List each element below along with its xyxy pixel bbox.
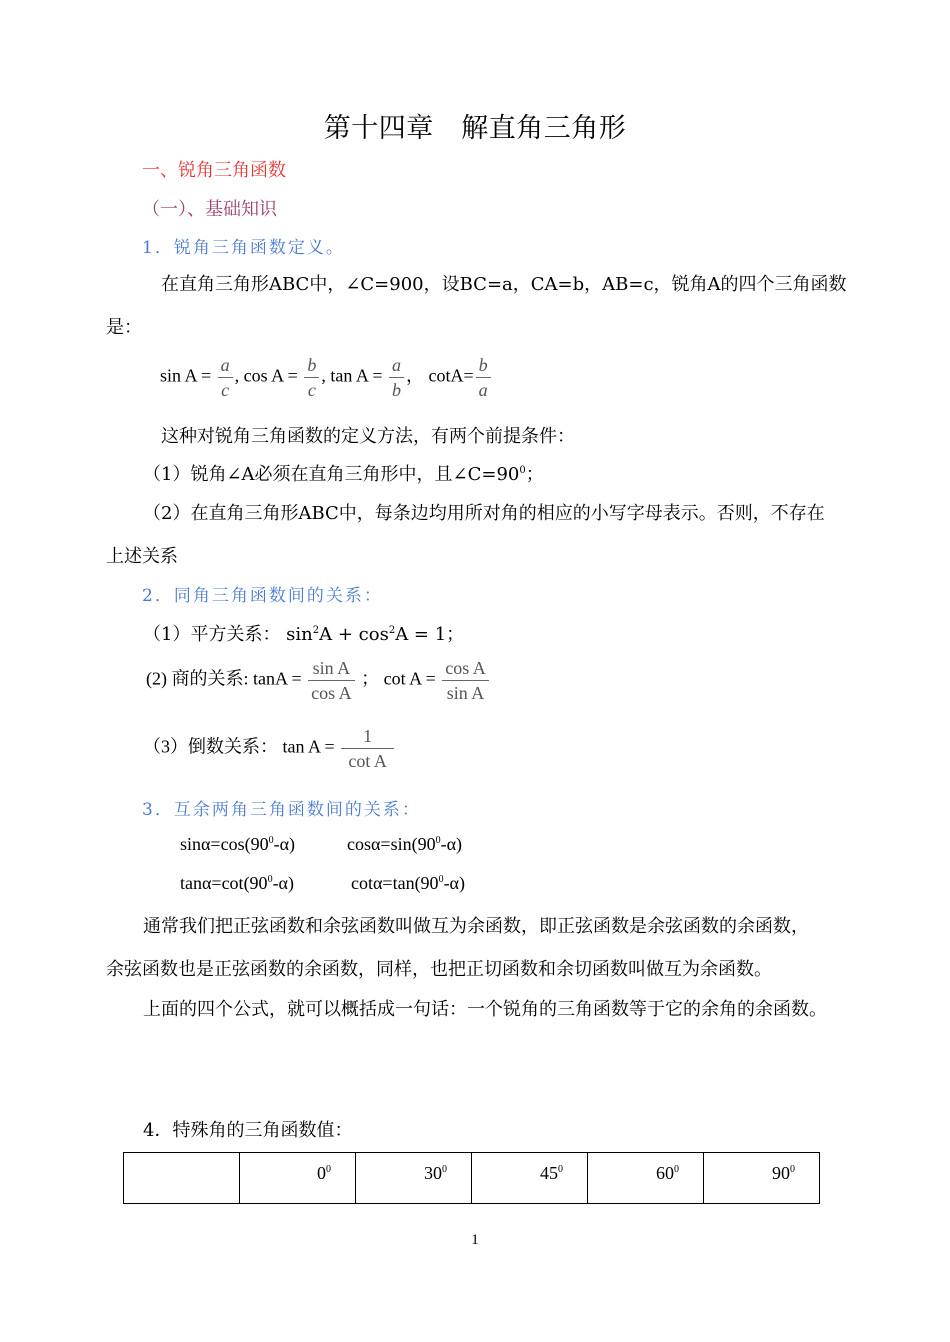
table-cell (704, 1153, 820, 1204)
quotient-separator: ； cot A = (361, 668, 436, 689)
page-number: 1 (471, 1232, 479, 1248)
cot-quotient-denominator: sin A (446, 683, 485, 703)
tan-quotient-numerator: sin A (308, 656, 355, 681)
quotient-label: (2) 商的关系: tanA = (146, 668, 302, 689)
cell-sup: 0 (558, 1164, 563, 1175)
cot-fraction (476, 353, 491, 402)
definition-paragraph-line2: 是： (106, 317, 142, 338)
cofunction-tan-sup: 0 (267, 874, 273, 885)
condition-1-text: （1）锐角∠A必须在直角三角形中，且∠C=90 (143, 464, 520, 485)
reciprocal-fraction (341, 724, 394, 773)
reciprocal-relation (143, 724, 396, 773)
square-sup-2: 2 (388, 625, 396, 636)
cot-denominator: a (478, 380, 488, 400)
condition-2-line1: （2）在直角三角形ABC中，每条边均用所对角的相应的小写字母表示。否则，不存在 (143, 503, 825, 524)
definition-paragraph-line1: 在直角三角形ABC中，∠C=900，设BC=a，CA=b，AB=c，锐角A的四个三角函数 (161, 274, 847, 295)
table-cell (240, 1153, 356, 1204)
table-cell (356, 1153, 472, 1204)
cofunction-paragraph-line2: 余弦函数也是正弦函数的余函数，同样，也把正切函数和余切函数叫做互为余函数。 (106, 959, 772, 980)
square-relation (143, 620, 464, 646)
sin-denominator: c (221, 380, 230, 400)
item-heading-4: 4．特殊角的三角函数值： (143, 1120, 353, 1141)
cofunction-cos-text: cosα=sin(90 (347, 834, 436, 854)
condition-1-sup: 0 (519, 465, 526, 476)
cell-text: 60 (656, 1163, 674, 1183)
sin-fraction (218, 353, 233, 402)
cos-label: , cos A = (234, 365, 298, 386)
cos-numerator: b (304, 353, 319, 378)
cos-fraction (304, 353, 319, 402)
cell-sup: 0 (326, 1164, 331, 1175)
condition-2-line2: 上述关系 (106, 546, 178, 567)
square-mid: A + cos (319, 624, 389, 645)
square-suffix: A = 1； (395, 624, 465, 645)
item-heading-1: 1．锐角三角函数定义。 (142, 238, 345, 258)
cell-text: 90 (772, 1163, 790, 1183)
cell-text: 30 (424, 1163, 442, 1183)
cofunction-cot-sup: 0 (438, 874, 444, 885)
cofunction-cot-text: cotα=tan(90 (351, 873, 439, 893)
cofunction-sin-suffix: -α) (273, 834, 295, 854)
section-heading: 一、锐角三角函数 (142, 160, 286, 181)
cofunction-cos-sup: 0 (435, 835, 441, 846)
cofunction-paragraph-line1: 通常我们把正弦函数和余弦函数叫做互为余函数，即正弦函数是余弦函数的余函数， (143, 916, 809, 937)
item-heading-3: 3．互余两角三角函数间的关系： (142, 800, 421, 820)
square-sup-1: 2 (312, 625, 320, 636)
cofunction-cot-suffix: -α) (443, 873, 465, 893)
cot-quotient-numerator: cos A (442, 656, 489, 681)
cofunction-cos-suffix: -α) (440, 834, 462, 854)
cofunction-sin (180, 834, 295, 855)
tan-quotient-denominator: cos A (311, 683, 352, 703)
summary-paragraph: 上面的四个公式，就可以概括成一句话：一个锐角的三角函数等于它的余角的余函数。 (143, 999, 827, 1020)
cell-sup: 0 (442, 1164, 447, 1175)
cot-numerator: b (476, 353, 491, 378)
cofunction-tan (180, 873, 294, 894)
quotient-relation (146, 656, 491, 705)
cell-text: 45 (540, 1163, 558, 1183)
cofunction-cos (347, 834, 462, 855)
tan-label: , tan A = (321, 365, 383, 386)
table-cell (124, 1153, 240, 1204)
cell-text: 0 (317, 1163, 326, 1183)
reciprocal-numerator: 1 (341, 724, 394, 749)
sin-label: sin A = (160, 365, 212, 386)
cos-denominator: c (307, 380, 316, 400)
cell-sup: 0 (790, 1164, 795, 1175)
table-row (124, 1153, 820, 1204)
tan-quotient-fraction (308, 656, 355, 705)
cot-quotient-fraction (442, 656, 489, 705)
condition-1-suffix: ； (525, 464, 544, 485)
cofunction-sin-text: sinα=cos(90 (180, 834, 269, 854)
conditions-intro: 这种对锐角三角函数的定义方法，有两个前提条件： (161, 426, 575, 447)
cell-sup: 0 (674, 1164, 679, 1175)
sin-numerator: a (218, 353, 233, 378)
reciprocal-label: （3）倒数关系： tan A = (143, 736, 335, 757)
tan-fraction (389, 353, 404, 402)
definition-formulas (160, 353, 493, 402)
item-heading-2: 2．同角三角函数间的关系： (142, 586, 383, 606)
reciprocal-denominator: cot A (348, 751, 387, 771)
square-prefix: （1）平方关系： sin (143, 624, 313, 645)
subsection-heading: （一）、基础知识 (142, 199, 277, 220)
cofunction-tan-text: tanα=cot(90 (180, 873, 268, 893)
tan-denominator: b (392, 380, 401, 400)
table-cell (588, 1153, 704, 1204)
page-title: 第十四章 解直角三角形 (323, 113, 627, 144)
cofunction-tan-suffix: -α) (272, 873, 294, 893)
tan-numerator: a (389, 353, 404, 378)
condition-1 (143, 460, 544, 486)
cot-label: ， cotA= (406, 365, 474, 386)
special-angles-table (123, 1152, 820, 1204)
cofunction-sin-sup: 0 (268, 835, 274, 846)
cofunction-cot (351, 873, 465, 894)
table-cell (472, 1153, 588, 1204)
